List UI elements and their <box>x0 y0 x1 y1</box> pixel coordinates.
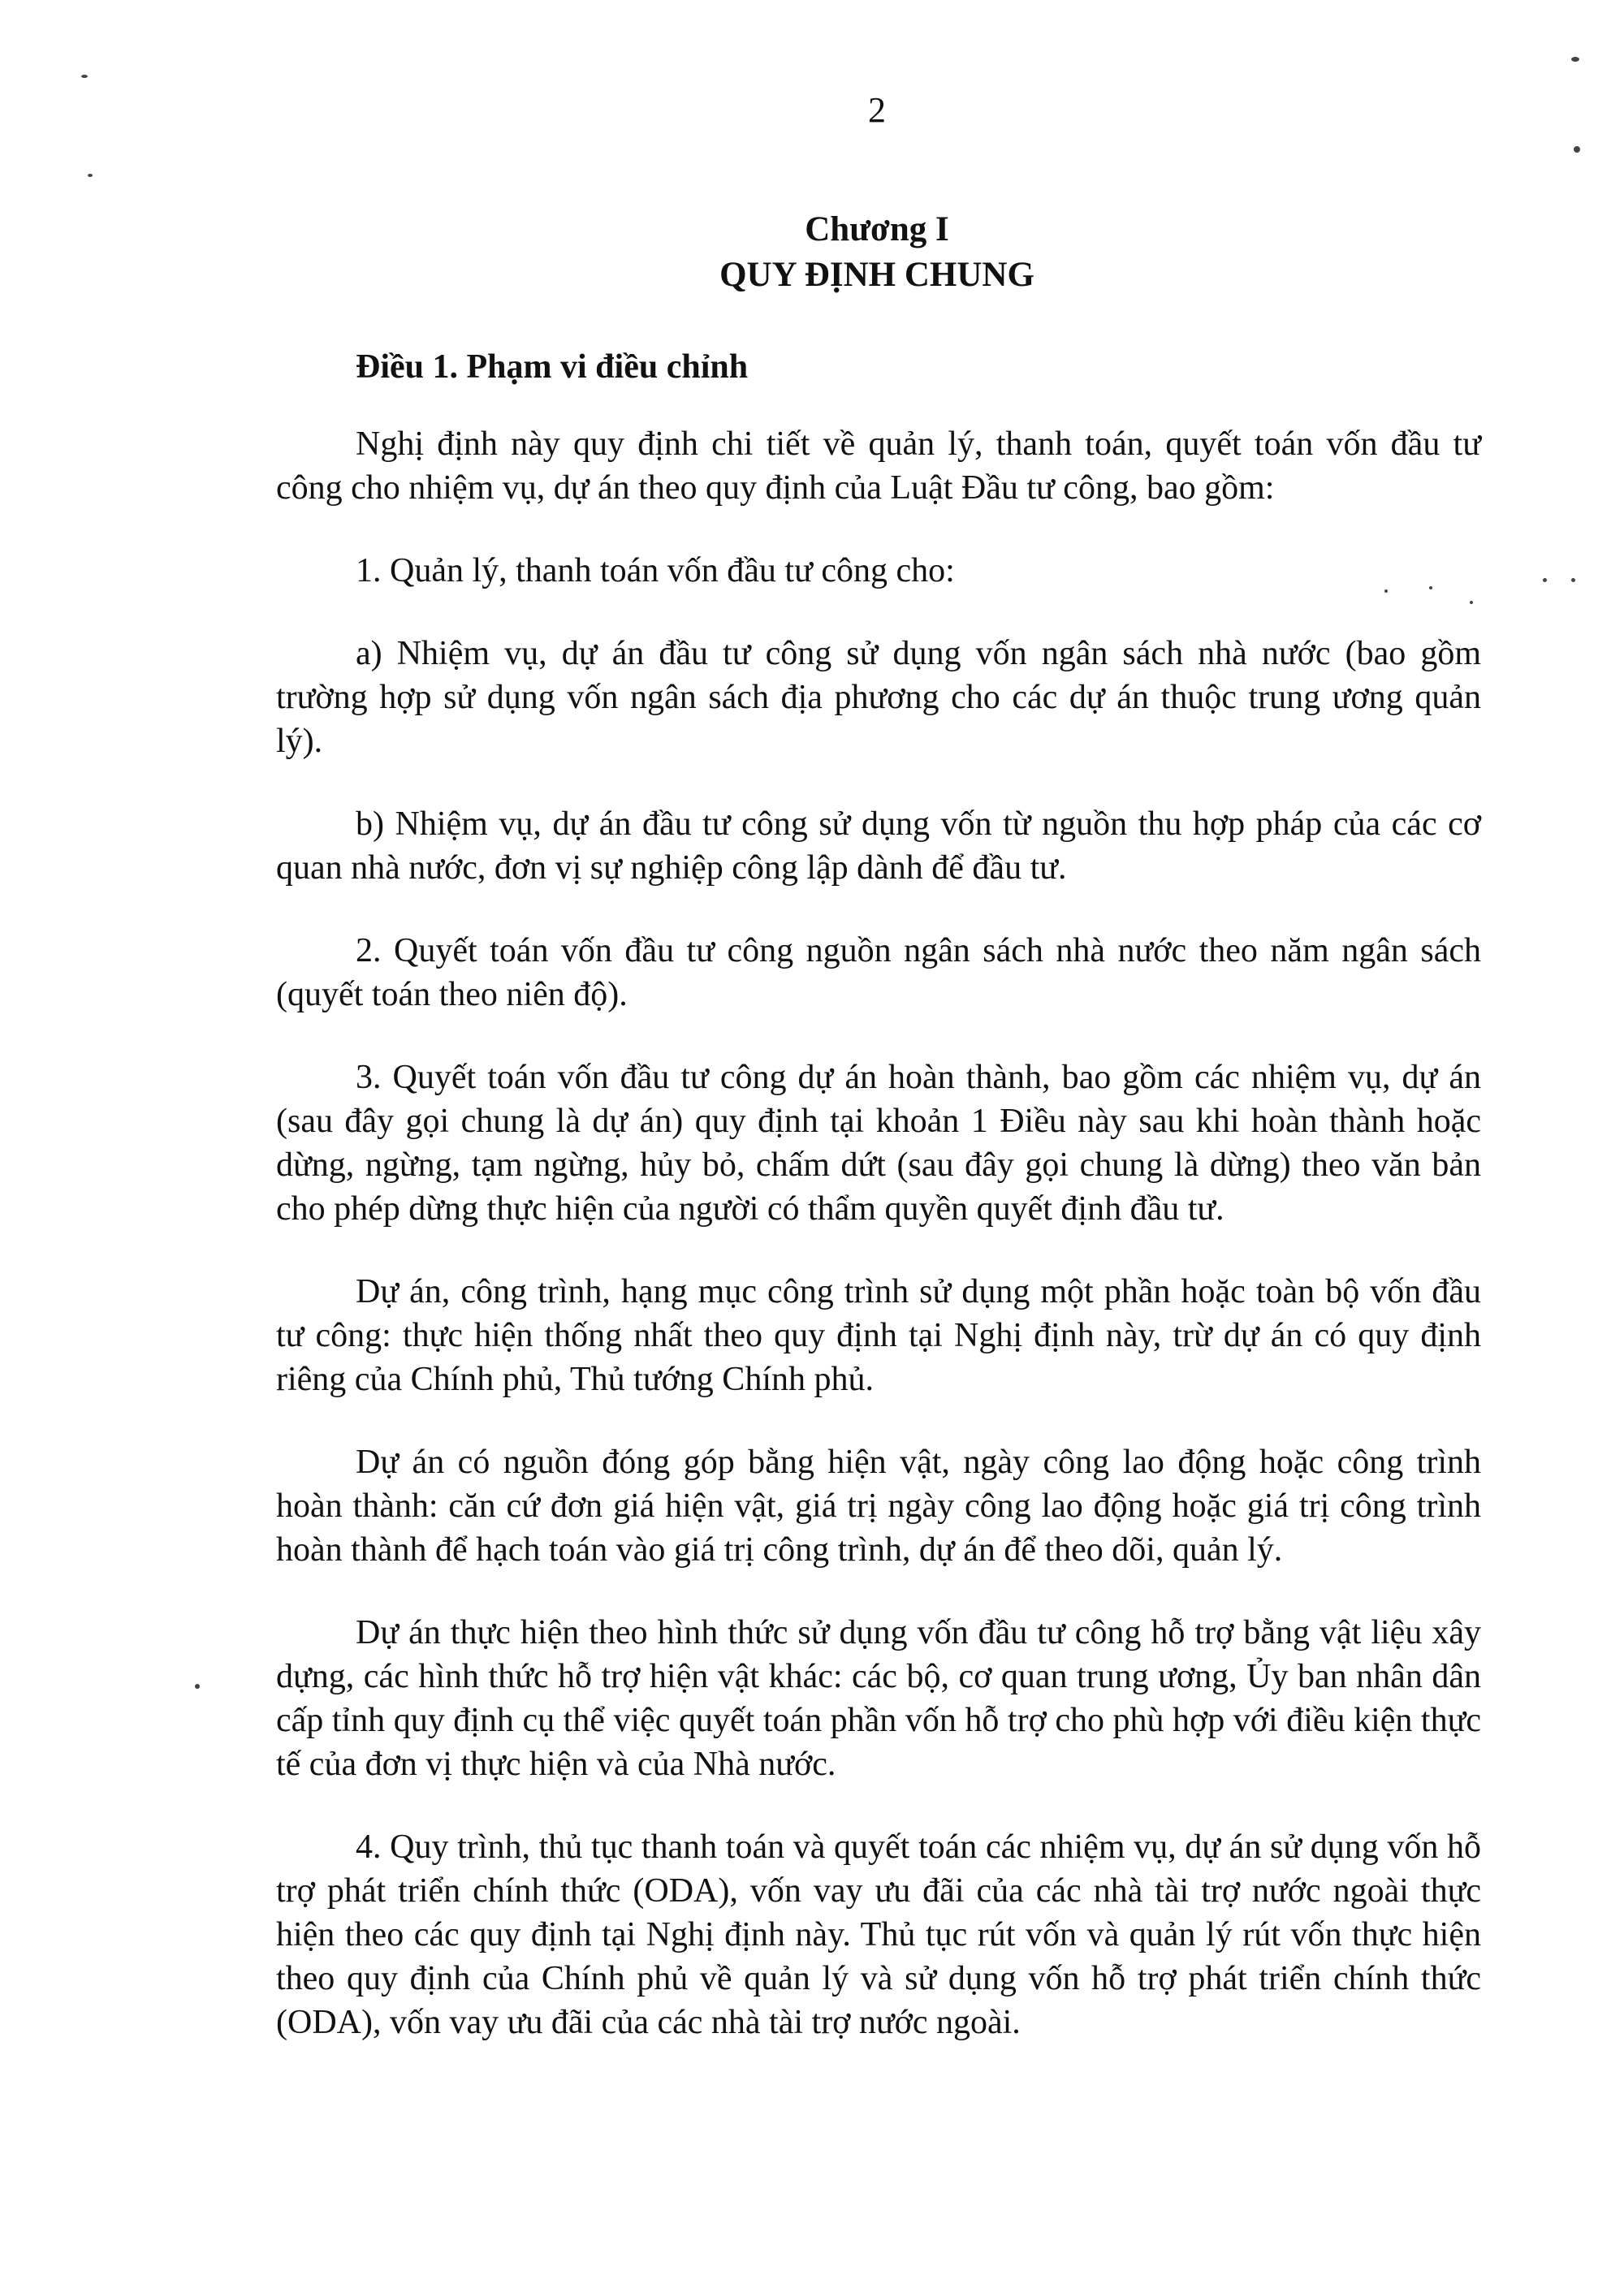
paragraph: b) Nhiệm vụ, dự án đầu tư công sử dụng vốn từ nguồn thu hợp pháp của các cơ quan nhà nước, đơn vị sự nghiệp công lập dành để đầu tư. <box>276 805 1481 887</box>
paragraph: 1. Quản lý, thanh toán vốn đầu tư công cho: <box>356 552 955 589</box>
page-number: 2 <box>868 90 886 130</box>
scan-speck <box>195 1684 200 1689</box>
scan-speck <box>1429 586 1432 589</box>
paragraph: a) Nhiệm vụ, dự án đầu tư công sử dụng vốn ngân sách nhà nước (bao gồm trường hợp sử dụng vốn ngân sách địa phương cho các dự án thuộc trung ương quản lý). <box>276 635 1481 760</box>
scan-speck <box>88 174 93 177</box>
chapter-heading <box>0 207 1624 298</box>
paragraph: 2. Quyết toán vốn đầu tư công nguồn ngân sách nhà nước theo năm ngân sách (quyết toán theo niên độ). <box>276 932 1481 1013</box>
scan-speck <box>1574 146 1580 153</box>
scan-speck <box>1571 57 1579 62</box>
scan-speck <box>1384 589 1388 593</box>
paragraph: Dự án thực hiện theo hình thức sử dụng vốn đầu tư công hỗ trợ bằng vật liệu xây dựng, các hình thức hỗ trợ hiện vật khác: các bộ, cơ quan trung ương, Ủy ban nhân dân cấp tỉnh quy định cụ thể việc quyết toán phần vốn hỗ trợ cho phù hợp với điều kiện thực tế của đơn vị thực hiện và của Nhà nước. <box>276 1614 1481 1783</box>
chapter-number: Chương I <box>805 210 949 248</box>
paragraph: 4. Quy trình, thủ tục thanh toán và quyết toán các nhiệm vụ, dự án sử dụng vốn hỗ trợ phát triển chính thức (ODA), vốn vay ưu đãi của các nhà tài trợ nước ngoài thực hiện theo các quy định tại Nghị định này. Thủ tục rút vốn và quản lý rút vốn thực hiện theo quy định của Chính phủ về quản lý và sử dụng vốn hỗ trợ phát triển chính thức (ODA), vốn vay ưu đãi của các nhà tài trợ nước ngoài. <box>276 1828 1481 2041</box>
paragraph: Nghị định này quy định chi tiết về quản lý, thanh toán, quyết toán vốn đầu tư công cho nhiệm vụ, dự án theo quy định của Luật Đầu tư công, bao gồm: <box>276 425 1481 507</box>
paragraph: 3. Quyết toán vốn đầu tư công dự án hoàn thành, bao gồm các nhiệm vụ, dự án (sau đây gọi chung là dự án) quy định tại khoản 1 Điều này sau khi hoàn thành hoặc dừng, ngừng, tạm ngừng, hủy bỏ, chấm dứt (sau đây gọi chung là dừng) theo văn bản cho phép dừng thực hiện của người có thẩm quyền quyết định đầu tư. <box>276 1059 1481 1228</box>
chapter-title: QUY ĐỊNH CHUNG <box>719 256 1034 294</box>
article-title: Điều 1. Phạm vi điều chỉnh <box>356 348 749 386</box>
article-body <box>276 422 1481 2083</box>
paragraph: Dự án, công trình, hạng mục công trình sử dụng một phần hoặc toàn bộ vốn đầu tư công: thực hiện thống nhất theo quy định tại Nghị định này, trừ dự án có quy định riêng của Chính phủ, Thủ tướng Chính phủ. <box>276 1273 1481 1398</box>
scan-speck <box>1543 578 1547 582</box>
scan-speck <box>1470 601 1473 604</box>
scan-speck <box>81 75 88 78</box>
scan-speck <box>1571 578 1575 582</box>
paragraph: Dự án có nguồn đóng góp bằng hiện vật, ngày công lao động hoặc công trình hoàn thành: căn cứ đơn giá hiện vật, giá trị ngày công lao động hoặc giá trị công trình hoàn thành để hạch toán vào giá trị công trình, dự án để theo dõi, quản lý. <box>276 1444 1481 1569</box>
